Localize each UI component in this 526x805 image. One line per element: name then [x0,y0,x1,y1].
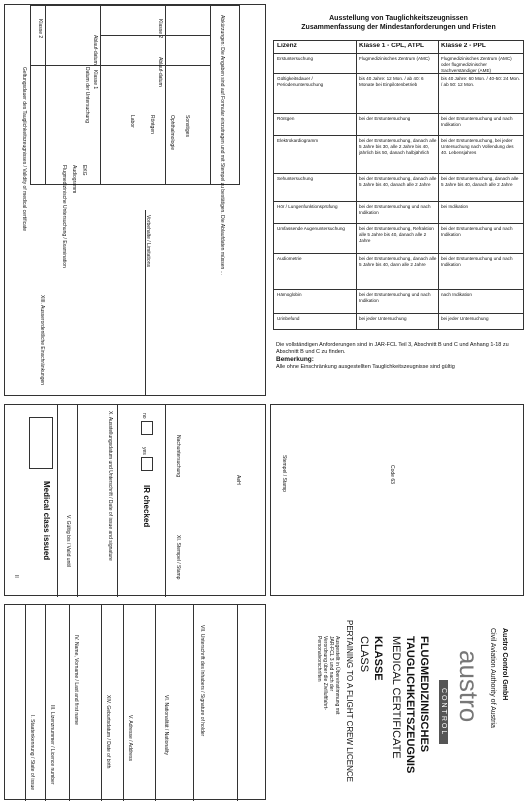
table-notes [276,342,522,371]
title-medical: MEDICAL CERTIFICATE [390,636,402,759]
header-class2b: Klasse 2 [157,19,163,39]
field-dob: XIV. Geburtsdatum / Date of birth [105,695,111,769]
aeh-label: AeH [235,475,241,485]
title-tauglich: TAUGLICHKEITSZEUGNIS [404,636,416,774]
title-class: CLASS [358,636,370,673]
company-subtitle: Civil Aviation Authority of Austria [489,628,496,728]
field-signature: VII. Unterschrift des Inhabers / Signature of holder [199,625,205,737]
header-expiry-class2: Klasse 2 [37,19,43,39]
table-row: Sehuntersuchung bei der Erstuntersuchung, danach alle 5 Jahre bis 40, danach alle 2 Jahre bei der Erstuntersuchung, danach alle 5 Jahre bis 40, danach alle 2 Jahre [274,173,523,201]
page-middle-right [270,404,524,596]
side-note: Abkürzungen: Die Angaben sind auf Formular einzutragen und mit Stempel zu bestätigen. Die Ablaufdaten müssen ... [219,15,225,275]
row-label: Ophthalmologie [169,115,175,151]
row-label: Audiogramm [71,165,77,194]
regulation-note: Ausgestellt in Übereinstimmung mit JAR-FCL 3 und nach der Verordnung über die Zivilluftfahrt-Personalvorschriften [316,636,340,715]
header-licence: Lizenz [277,43,297,49]
title-line1: Ausstellung von Tauglichkeitszeugnissen [329,15,468,22]
medical-class-label: Medical class issued [42,481,51,561]
followup-label: Nachuntersuchung [175,435,181,477]
page-middle-left [4,404,266,596]
table-header-row [274,41,523,53]
requirements-table [273,40,524,330]
title-flugmed: FLUGMEDIZINISCHES [418,636,430,753]
certificate-cover [270,600,524,802]
ir-no-label: no [141,413,147,419]
row-label: Flugmedizinische Untersuchung / Examination [61,165,67,268]
page-bottom-left [4,604,266,800]
row-label: Röntgen [149,115,155,134]
table-row: Hör / Lungenfunktionsprüfung bei der Erstuntersuchung und nach Indikation bei Indikation [274,201,523,223]
code-label: Code 63 [389,465,395,484]
col-date: Datum der Untersuchung [84,67,90,123]
validity-table [30,5,240,185]
ir-checked-label: IR checked [142,485,151,528]
title-line2: Zusammenfassung der Mindestanforderungen und Fristen [301,24,496,31]
row-label: EKG [81,165,87,176]
page-top-left [4,4,266,396]
field-name: IV. Name, Vorname / Last and first name [73,635,79,725]
company-name: Austro Control GmbH [501,628,508,701]
table-row: Audiometrie bei der Erstuntersuchung, danach alle 5 Jahre bis 40, dann alle 2 Jahre bei der Erstuntersuchung und nach Indikation [274,253,523,289]
note-title: Bemerkung: [276,356,314,363]
note-full-requirements: Die vollständigen Anforderungen sind in JAR-FCL Teil 3, Abschnitt B und C und Anhang 1-18 zu Abschnitt B und C zu finden. [276,342,509,355]
table-row: Urinbefund bei jeder Untersuchung bei jeder Untersuchung [274,313,523,331]
brand-control: CONTROL [439,680,448,744]
issue-date-label: X. Ausstellungsdatum und Unterschrift / Date of issue and signature [107,411,113,561]
title-klasse: KLASSE [372,636,384,681]
ir-yes-box[interactable] [141,457,153,471]
stamp-label: XI. Stempel / Stamp [175,535,181,580]
requirements-title [273,14,524,32]
stamp-area-label: Stempel / Stamp [281,455,287,492]
roman-numeral: II [13,575,19,578]
table-row: Röntgen bei der Erstuntersuchung bei der Erstuntersuchung und nach Indikation [274,113,523,135]
row-label: Sonstiges [184,115,190,137]
header-exp-2: Ablauf-datum [157,57,163,87]
title-pertaining: PERTAINING TO A FLIGHT CREW LICENCE [345,620,354,782]
header-class1: Klasse 1 [92,70,98,90]
valid-until-label: V. Gültig bis / Valid until [65,515,71,567]
section-title: XIII. Ausserordentliche Einschränkungen [39,295,45,386]
ir-no-box[interactable] [141,421,153,435]
table-row: Erstuntersuchung Flugmedizinisches Zentrum (AMC) Flugmedizinisches Zentrum (AMC) oder flugmedizinischer Sachverständiger (AME) [274,53,523,73]
header-exp-1: Ablauf-datum [92,35,98,65]
table-row: Umfassende Augenuntersuchung bei der Erstuntersuchung, Refraktion alle 5 Jahre bis 40, danach alle 2 Jahre bei der Erstuntersuchung und nach Indikation [274,223,523,253]
field-nationality: VI. Nationalität / Nationality [163,695,169,756]
table-row: Elektrokardiogramm bei der Erstuntersuchung, danach alle 5 Jahre bis 30, alle 2 Jahre bis 40, jährlich bis 50, danach halbjährlich bei der Erstuntersuchung, bei jeder Untersuchung nach Vollendung des 40. Lebensjahres [274,135,523,173]
row-label: Labor [129,115,135,128]
limitations-label: Vorbehalte / Limitations [145,215,151,267]
brand-logo: austro [454,650,484,723]
header-class1: Klasse 1 - CPL, ATPL [359,43,425,49]
ir-yes-label: yes [141,447,147,455]
col-validity: Geltungsdauer des Tauglichkeitszeugnisses / Validity of medical certificate [21,67,27,232]
class-box [29,417,53,469]
table-row: Hämoglobin bei der Erstuntersuchung und nach Indikation nach Indikation [274,289,523,313]
note-remark: Alle ohne Einschränkung ausgestellten Tauglichkeitszeugnisse sind gültig [276,364,455,370]
field-licence: III. Lizenznummer / Licence number [49,705,55,785]
field-state: I. Staatenkennung / State of issue [29,715,35,791]
header-class2: Klasse 2 - PPL [441,43,486,49]
field-address: V. Adresse / Address [127,715,133,761]
table-row: Gültigkeitsdauer / Periodenuntersuchung bis 40 Jahre: 12 Mon. / ab 40: 6 Monate bei Einpilotenbetrieb bis 40 Jahre: 60 Mon. / 40-50: 24 Mon. / ab 50: 12 Mon. [274,73,523,113]
